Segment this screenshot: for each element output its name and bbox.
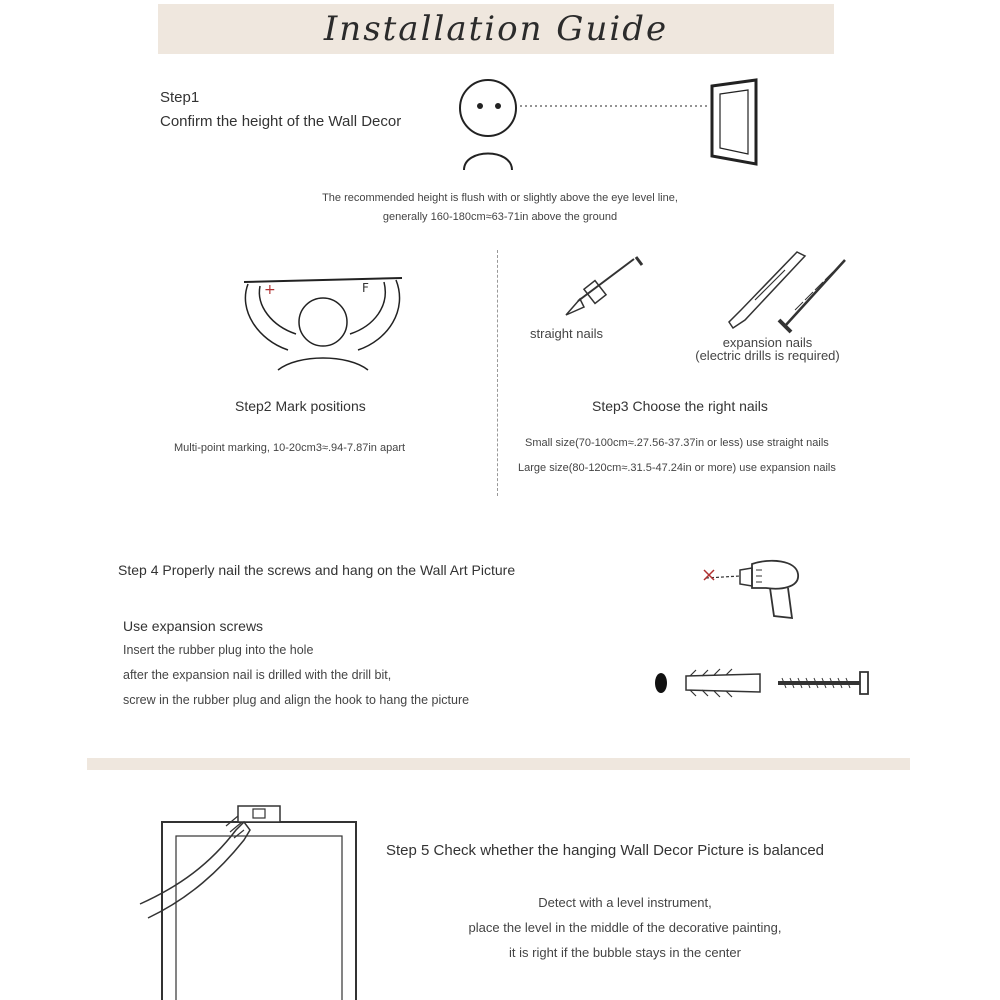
right-eye [495,103,501,109]
expansion-nails-label: expansion nails [722,335,813,350]
step4-line2: after the expansion nail is drilled with the drill bit, [123,668,392,682]
straight-nails-label: straight nails [530,326,603,341]
step5-line3: it is right if the bubble stays in the center [509,945,741,960]
step1-subtitle: Confirm the height of the Wall Decor [160,113,402,130]
screw-parts-icon [650,666,880,702]
shoulders-shape [464,154,512,171]
shoulders-back [278,358,368,370]
painting-outer-frame [162,822,356,1000]
step5-line2: place the level in the middle of the decorative painting, [468,920,782,935]
step4-line3: screw in the rubber plug and align the hook to hang the picture [123,693,470,707]
step3-large-size: Large size(80-120cm≈.31.5-47.24in or more) use expansion nails [518,462,836,474]
expansion-nail-icon [725,250,855,335]
step1-note-line1: The recommended height is flush with or slightly above the eye level line, [322,192,678,204]
section-divider [87,758,910,770]
step4-subheading: Use expansion screws [123,618,264,634]
step5-line1: Detect with a level instrument, [538,895,712,910]
screw-head [860,672,868,694]
column-divider [497,250,498,496]
step2-note: Multi-point marking, 10-20cm3≈.94-7.87in apart [174,442,406,454]
step4-line1: Insert the rubber plug into the hole [123,643,314,657]
step5-heading: Step 5 Check whether the hanging Wall Decor Picture is balanced [386,842,825,859]
level-check-illustration [140,800,370,1000]
mark-right-icon: F [362,281,369,295]
step3-small-size: Small size(70-100cm≈.27.56-37.37in or less) use straight nails [525,437,829,449]
frame-inner [720,90,748,154]
step2-heading: Step2 Mark positions [235,398,366,414]
head-back-shape [299,298,347,346]
head-shape [460,80,516,136]
expansion-nails-note: (electric drills is required) [695,348,840,363]
page-title: Installation Guide [323,9,669,49]
step3-heading: Step3 Choose the right nails [592,398,768,414]
mark-left-icon: + [264,282,276,298]
step1-heading: Step1 [160,89,200,106]
rubber-plug [686,674,760,692]
left-eye [477,103,483,109]
hands-marking-illustration [238,270,408,380]
drill-icon [700,556,810,626]
drill-hole [655,673,667,693]
straight-nail-icon [558,255,648,325]
step4-heading: Step 4 Properly nail the screws and hang on the Wall Art Picture [118,562,516,578]
painting-inner-frame [176,836,342,1000]
person-eye-level-illustration [450,78,770,178]
step1-note-line2: generally 160-180cm≈63-71in above the ground [382,211,618,223]
